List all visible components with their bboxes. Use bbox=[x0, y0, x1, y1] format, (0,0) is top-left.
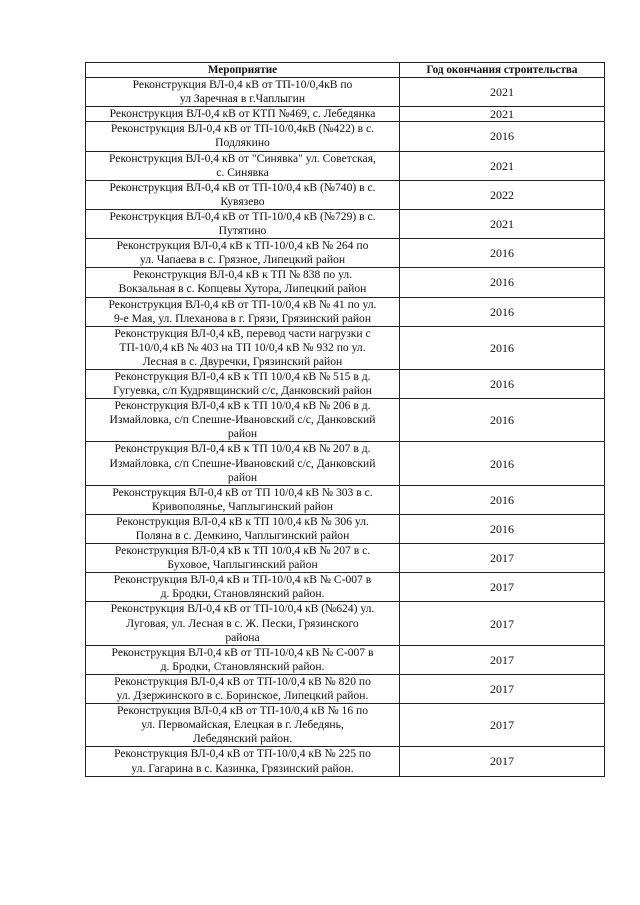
year-cell: 2017 bbox=[400, 747, 605, 776]
year-cell: 2017 bbox=[400, 544, 605, 573]
event-cell bbox=[86, 180, 400, 209]
year-cell: 2016 bbox=[400, 514, 605, 543]
event-line: Гугуевка, с/п Кудрявщинский с/с, Данковский район bbox=[113, 384, 372, 398]
event-line: Лебедянский район. bbox=[192, 732, 293, 746]
event-cell bbox=[86, 122, 400, 151]
table-header-row bbox=[86, 63, 605, 78]
year-cell: 2017 bbox=[400, 674, 605, 703]
event-cell bbox=[86, 151, 400, 180]
table-row bbox=[86, 485, 605, 514]
event-line: 9-е Мая, ул. Плеханова в г. Грязи, Грязинский район bbox=[113, 311, 372, 325]
event-line: ул. Дзержинского в с. Боринское, Липецкий район. bbox=[116, 689, 369, 703]
event-line: с. Синявка bbox=[216, 165, 269, 179]
event-line: Реконструкция ВЛ-0,4 кВ от ТП-10/0,4кВ по bbox=[132, 78, 353, 92]
year-cell: 2016 bbox=[400, 268, 605, 297]
event-cell bbox=[86, 369, 400, 398]
event-cell bbox=[86, 747, 400, 776]
table-row bbox=[86, 369, 605, 398]
event-line: Реконструкция ВЛ-0,4 кВ от ТП-10/0,4кВ (№422) в с. bbox=[110, 122, 375, 136]
year-cell: 2016 bbox=[400, 239, 605, 268]
table-row bbox=[86, 180, 605, 209]
event-cell bbox=[86, 209, 400, 238]
year-cell: 2021 bbox=[400, 209, 605, 238]
year-cell: 2022 bbox=[400, 180, 605, 209]
event-line: Путятино bbox=[218, 224, 267, 238]
year-cell: 2016 bbox=[400, 442, 605, 485]
event-line: ул. Чапаева в с. Грязное, Липецкий район bbox=[139, 253, 346, 267]
table-row bbox=[86, 544, 605, 573]
event-line: Реконструкция ВЛ-0,4 кВ от ТП-10/0,4 кВ (№740) в с. bbox=[109, 180, 376, 194]
event-line: Реконструкция ВЛ-0,4 кВ к ТП 10/0,4 кВ № 515 в д. bbox=[114, 369, 371, 383]
event-line: Реконструкция ВЛ-0,4 кВ от КТП №469, с. Лебедянка bbox=[109, 107, 376, 121]
event-line: Луговая, ул. Лесная в с. Ж. Пески, Грязинского bbox=[126, 616, 359, 630]
event-line: Реконструкция ВЛ-0,4 кВ к ТП 10/0,4 кВ № 207 в д. bbox=[114, 442, 371, 456]
event-cell bbox=[86, 297, 400, 326]
event-cell bbox=[86, 399, 400, 442]
event-line: Реконструкция ВЛ-0,4 кВ от ТП-10/0,4 кВ № 16 по bbox=[116, 704, 369, 718]
table-row bbox=[86, 151, 605, 180]
year-cell: 2016 bbox=[400, 485, 605, 514]
year-cell: 2016 bbox=[400, 297, 605, 326]
event-line: Кривополянье, Чаплыгинский район bbox=[151, 499, 334, 513]
event-cell bbox=[86, 107, 400, 122]
table-row bbox=[86, 442, 605, 485]
event-line: Реконструкция ВЛ-0,4 кВ от ТП-10/0,4 кВ № С-007 в bbox=[111, 645, 374, 659]
table-row bbox=[86, 573, 605, 602]
year-cell: 2021 bbox=[400, 107, 605, 122]
event-line: д. Бродки, Становлянский район. bbox=[160, 659, 325, 673]
table-row bbox=[86, 122, 605, 151]
event-line: Реконструкция ВЛ-0,4 кВ к ТП 10/0,4 кВ № 306 ул. bbox=[116, 514, 369, 528]
table-row bbox=[86, 704, 605, 747]
event-line: Подлякино bbox=[215, 136, 270, 150]
table-body bbox=[86, 78, 605, 777]
event-cell bbox=[86, 268, 400, 297]
table-row bbox=[86, 78, 605, 107]
table-row bbox=[86, 239, 605, 268]
year-cell: 2021 bbox=[400, 78, 605, 107]
year-cell: 2017 bbox=[400, 602, 605, 645]
event-line: район bbox=[227, 427, 258, 441]
event-line: д. Бродки, Становлянский район. bbox=[160, 587, 325, 601]
year-cell: 2016 bbox=[400, 369, 605, 398]
event-cell bbox=[86, 573, 400, 602]
event-cell bbox=[86, 239, 400, 268]
event-line: Реконструкция ВЛ-0,4 кВ, перевод части нагрузки с bbox=[114, 326, 371, 340]
table-row bbox=[86, 297, 605, 326]
event-line: Поляна в с. Демкино, Чаплыгинский район bbox=[135, 529, 350, 542]
event-cell bbox=[86, 704, 400, 747]
year-cell: 2016 bbox=[400, 122, 605, 151]
event-line: Реконструкция ВЛ-0,4 кВ от ТП-10/0,4 кВ (№624) ул. bbox=[110, 602, 375, 616]
year-cell: 2016 bbox=[400, 326, 605, 369]
event-line: ул. Гагарина в с. Казинка, Грязинский район. bbox=[131, 761, 354, 775]
year-cell: 2021 bbox=[400, 151, 605, 180]
event-line: Реконструкция ВЛ-0,4 кВ от ТП-10/0,4 кВ (№729) в с. bbox=[109, 209, 376, 223]
event-line: района bbox=[225, 630, 260, 644]
event-cell bbox=[86, 78, 400, 107]
table-row bbox=[86, 747, 605, 776]
header-event: Мероприятие bbox=[86, 63, 400, 78]
event-line: ул. Первомайская, Елецкая в г. Лебедянь, bbox=[141, 718, 344, 732]
table-row bbox=[86, 674, 605, 703]
event-cell bbox=[86, 514, 400, 543]
event-line: район bbox=[227, 470, 258, 484]
year-cell: 2017 bbox=[400, 573, 605, 602]
table-row bbox=[86, 645, 605, 674]
event-line: Кувязево bbox=[220, 194, 265, 208]
event-line: Реконструкция ВЛ-0,4 кВ к ТП 10/0,4 кВ № 207 в с. bbox=[114, 544, 371, 558]
event-cell bbox=[86, 485, 400, 514]
event-line: Реконструкция ВЛ-0,4 кВ от ТП-10/0,4 кВ № 225 по bbox=[114, 747, 371, 761]
event-line: Реконструкция ВЛ-0,4 кВ к ТП 10/0,4 кВ № 206 в д. bbox=[114, 399, 371, 413]
event-line: Лесная в с. Двуречки, Грязинский район bbox=[142, 354, 343, 368]
event-cell bbox=[86, 674, 400, 703]
event-cell bbox=[86, 326, 400, 369]
header-year: Год окончания строительства bbox=[400, 63, 605, 78]
table-row bbox=[86, 326, 605, 369]
event-line: Реконструкция ВЛ-0,4 кВ и ТП-10/0,4 кВ № С-007 в bbox=[113, 573, 372, 587]
event-line: Измайловка, с/п Спешне-Ивановский с/с, Данковский bbox=[109, 456, 376, 470]
event-line: Реконструкция ВЛ-0,4 кВ от "Синявка" ул. Советская, bbox=[109, 151, 376, 165]
event-cell bbox=[86, 645, 400, 674]
event-line: Реконструкция ВЛ-0,4 кВ от ТП 10/0,4 кВ № 303 в с. bbox=[112, 485, 373, 499]
table-row bbox=[86, 209, 605, 238]
event-line: Вокзальная в с. Копцевы Хутора, Липецкий район bbox=[118, 282, 367, 296]
event-line: Реконструкция ВЛ-0,4 кВ к ТП № 838 по ул. bbox=[132, 268, 353, 282]
table-row bbox=[86, 602, 605, 645]
construction-table bbox=[85, 62, 605, 777]
year-cell: 2017 bbox=[400, 704, 605, 747]
table-row bbox=[86, 514, 605, 543]
table-row bbox=[86, 268, 605, 297]
event-line: Реконструкция ВЛ-0,4 кВ от ТП-10/0,4 кВ № 41 по ул. bbox=[108, 297, 377, 311]
event-cell bbox=[86, 544, 400, 573]
year-cell: 2016 bbox=[400, 399, 605, 442]
event-line: Реконструкция ВЛ-0,4 кВ к ТП-10/0,4 кВ № 264 по bbox=[116, 239, 369, 253]
event-line: ТП-10/0,4 кВ № 403 на ТП 10/0,4 кВ № 932 по ул. bbox=[119, 340, 366, 354]
event-line: Реконструкция ВЛ-0,4 кВ от ТП-10/0,4 кВ № 820 по bbox=[114, 674, 371, 688]
year-cell: 2017 bbox=[400, 645, 605, 674]
event-line: ул Заречная в г.Чаплыгин bbox=[179, 92, 306, 106]
event-line: Буховое, Чаплыгинский район bbox=[167, 558, 318, 572]
event-cell bbox=[86, 442, 400, 485]
event-cell bbox=[86, 602, 400, 645]
table-row bbox=[86, 399, 605, 442]
table-row bbox=[86, 107, 605, 122]
event-line: Измайловка, с/п Спешне-Ивановский с/с, Данковский bbox=[109, 413, 376, 427]
